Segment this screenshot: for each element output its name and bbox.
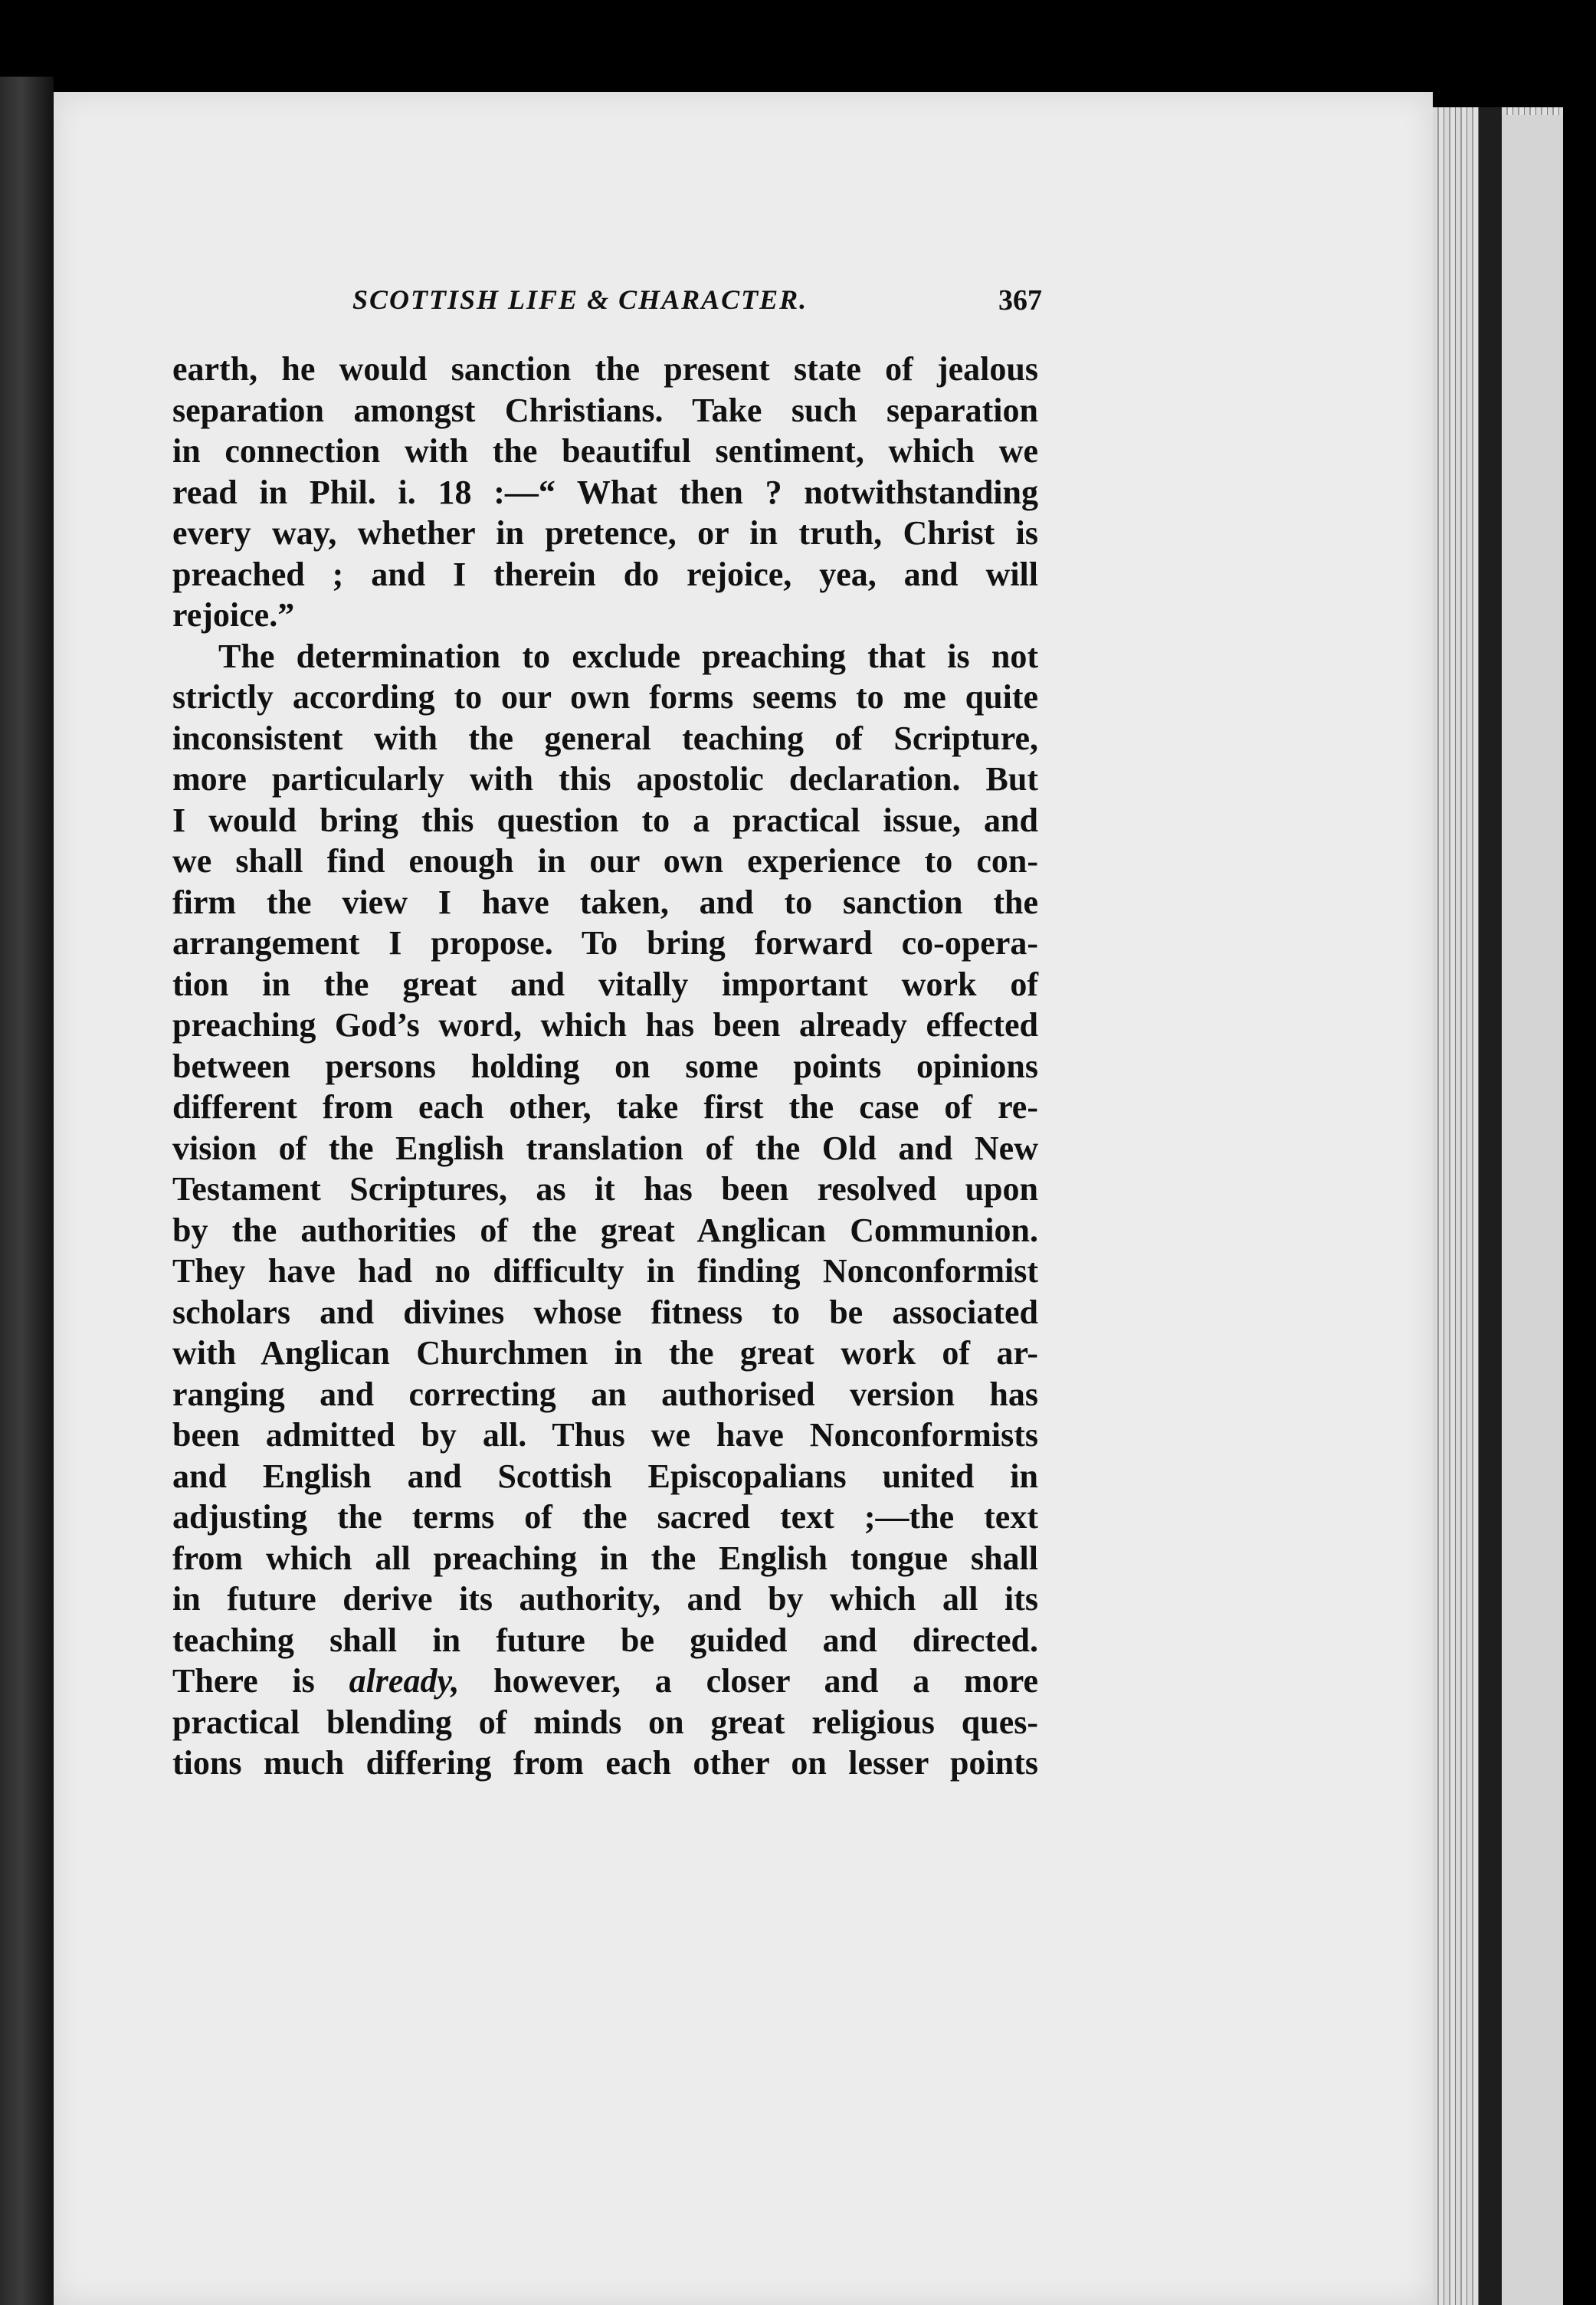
text-line: read in Phil. i. 18 :—“ What then ? notwithstanding — [172, 473, 1038, 511]
text-line: with Anglican Churchmen in the great work of ar- — [172, 1334, 1038, 1372]
text-line: practical blending of minds on great religious ques- — [172, 1703, 1038, 1741]
text-line-with-italic — [172, 1661, 1038, 1702]
text-line: preaching God’s word, which has been already effected — [172, 1006, 1038, 1044]
text-line: different from each other, take first the case of re- — [172, 1088, 1038, 1126]
text-line: earth, he would sanction the present state of jealous — [172, 350, 1038, 388]
text-line: in connection with the beautiful sentiment, which we — [172, 432, 1038, 470]
text-line: ranging and correcting an authorised version has — [172, 1375, 1038, 1413]
text-line: between persons holding on some points opinions — [172, 1047, 1038, 1085]
text-line: teaching shall in future be guided and directed. — [172, 1621, 1038, 1659]
text-line: adjusting the terms of the sacred text ;—the text — [172, 1498, 1038, 1536]
text-line: The determination to exclude preaching that is not — [218, 637, 1038, 675]
text-line: firm the view I have taken, and to sanction the — [172, 883, 1038, 921]
text-line: They have had no difficulty in finding Nonconformist — [172, 1252, 1038, 1290]
text-line: been admitted by all. Thus we have Nonconformists — [172, 1416, 1038, 1454]
page-header — [169, 284, 1042, 330]
text-line: Testament Scriptures, as it has been resolved upon — [172, 1170, 1038, 1208]
fore-edge-shadow — [1479, 107, 1502, 2305]
text-line: scholars and divines whose fitness to be associated — [172, 1293, 1038, 1331]
text-fragment: however, a closer and a more — [459, 1662, 1038, 1700]
text-line: I would bring this question to a practical issue, and — [172, 801, 1038, 839]
text-line: rejoice.” — [172, 596, 295, 634]
text-line: from which all preaching in the English tongue shall — [172, 1539, 1038, 1577]
text-line: tions much differing from each other on lesser points — [172, 1744, 1038, 1782]
paragraph-2 — [172, 636, 1038, 1784]
running-head: SCOTTISH LIFE & CHARACTER. — [352, 284, 808, 315]
text-line: every way, whether in pretence, or in truth, Christ is — [172, 514, 1038, 552]
text-line: more particularly with this apostolic declaration. But — [172, 760, 1038, 798]
text-line: tion in the great and vitally important work of — [172, 965, 1038, 1003]
text-line: and English and Scottish Episcopalians united in — [172, 1457, 1038, 1495]
right-border — [1563, 0, 1596, 2305]
text-line: strictly according to our own forms seems to me quite — [172, 678, 1038, 716]
left-binding-edge — [0, 77, 54, 2305]
text-line: separation amongst Christians. Take such separation — [172, 391, 1038, 429]
text-line: preached ; and I therein do rejoice, yea, and will — [172, 555, 1038, 593]
page-number: 367 — [998, 284, 1042, 316]
body-text — [172, 349, 1038, 1784]
text-line: by the authorities of the great Anglican Communion. — [172, 1211, 1038, 1249]
fore-edge-outer — [1502, 115, 1563, 2305]
text-line: we shall find enough in our own experience to con- — [172, 842, 1038, 880]
text-line: vision of the English translation of the Old and New — [172, 1129, 1038, 1167]
paragraph-1 — [172, 349, 1038, 636]
text-line: in future derive its authority, and by which all its — [172, 1580, 1038, 1618]
italic-word: already, — [349, 1662, 460, 1700]
text-fragment: There is — [172, 1662, 315, 1700]
text-line: inconsistent with the general teaching of Scripture, — [172, 719, 1038, 757]
text-line: arrangement I propose. To bring forward co-opera- — [172, 924, 1038, 962]
